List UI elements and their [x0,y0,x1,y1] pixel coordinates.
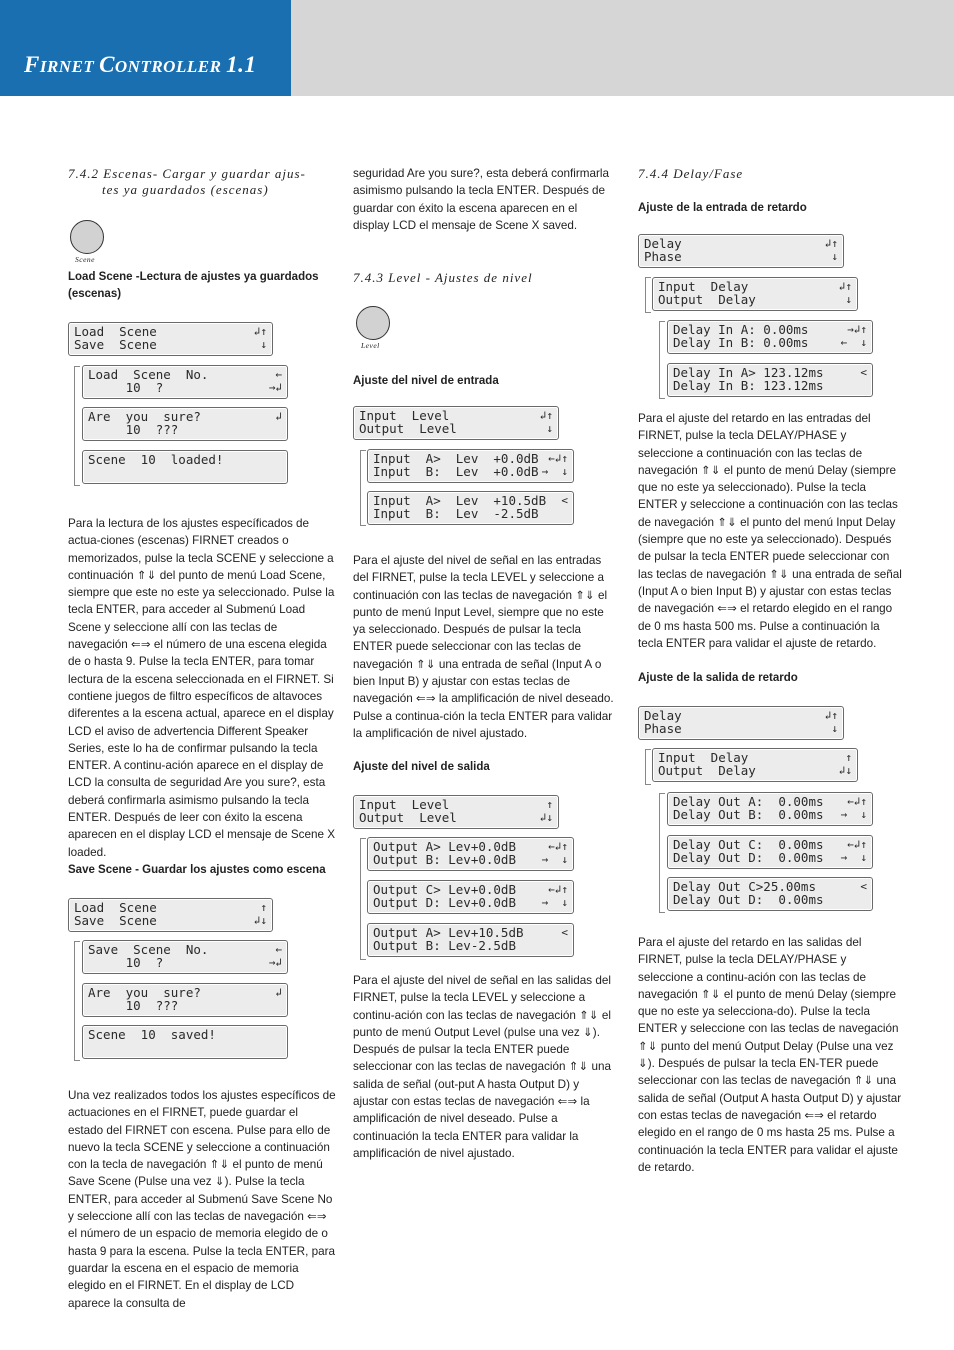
lcd-output-level-adjust [367,923,574,957]
lcd-output-level-cd [367,880,574,914]
lcd-nav-icon: → ↓ [541,465,568,478]
lcd-nav-icon: → ↓ [541,853,568,866]
lcd-row [88,956,282,969]
lcd-nav-icon: < [561,494,568,507]
input-level-paragraph: Para el ajuste del nivel de señal en las entradas del FIRNET, pulse la tecla LEVEL y seleccione a continuación con las teclas de navegación ⇑⇓ el punto de menú Input Level, siempre que no este ya seleccionado. Después de pulsar la tecla ENTER puede seleccionar con las teclas de navegación ⇑⇓ una entrada de señal (Input A o bien Input B) y ajustar con estas teclas de navegación ⇐⇒ la amplificación de nivel deseado. Pulse a continua-ción la tecla ENTER para validar la amplificación de nivel ajustado. [353,554,614,740]
lcd-bracket [74,366,80,486]
lcd-row [74,338,267,351]
lcd-nav-icon: ↓ [831,250,838,263]
lcd-nav-icon: ↲↓ [838,764,852,777]
lcd-text: Load Scene No. [88,367,209,382]
lcd-save-main [68,898,273,932]
lcd-text: Scene 10 loaded! [88,452,224,467]
lcd-text: Input B: Lev -2.5dB [373,506,539,521]
lcd-text: Output B: Lev+0.0dB [373,852,516,867]
lcd-nav-icon: ↓ [546,422,553,435]
lcd-text: Delay [644,236,682,251]
lcd-text: Delay In A> 123.12ms [673,365,824,380]
lcd-row [359,422,553,435]
lcd-row [88,381,282,394]
load-scene-paragraph: Para la lectura de los ajustes específicados de actua-ciones (escenas) FIRNET creados o memorizados, pulse la tecla SCENE y seleccione a continuación ⇑⇓ del punto de menú Load Scene, siempre que este no este ya seleccionado. Pulse la tecla ENTER, para acceder al Submenú Load Scene y seleccione allí con las teclas de navegación ⇐⇒ el número de una escena elegida de o hasta 9. Pulse la tecla ENTER, para tomar lectura de la escena seleccionada en el FIRNET. Si contiene juegos de filtro específicos de altavoces diferentes a la escena actual, aparece en el display LCD el aviso de advertencia Different Speaker Series, este lo ha de confirmar pulsando la tecla ENTER. A continu-ación aparece en el display de LCD la consulta de seguridad Are you sure?, esta deberá confirmarla asimismo pulsando la tecla ENTER. Después de leer con éxito la escena aparecen en el display LCD el mensaje de Scene X loaded. [68,517,336,859]
lcd-row [88,423,282,436]
save-scene-paragraph: Una vez realizados todos los ajustes específicos de actuaciones en el FIRNET, puede guardar el estado del FIRNET con escena. Pulse para ello de nuevo la tecla SCENE y seleccione a continuación con la tecla de navegación ⇑⇓ el punto de menú Save Scene (Pulse una vez ⇓). Pulse la tecla ENTER, para acceder al Submenú Save Scene No y seleccione allí con las teclas de navegación ⇐⇒ el número de un espacio de memoria elegido de o hasta 9 para la escena. Pulse la tecla ENTER, para guardar la escena en el espacio de memoria elegido en el FIRNET. En el display de LCD aparece la consulta de [68,1089,336,1310]
section-heading-level: 7.4.3 Level - Ajustes de nivel [353,270,533,285]
lcd-row [658,293,852,306]
lcd-row [88,999,282,1012]
lcd-load-confirm [82,407,288,441]
lcd-load-done [82,450,288,484]
lcd-row [658,764,852,777]
lcd-text: Input Delay [658,279,749,294]
lcd-text: Delay [644,708,682,723]
lcd-nav-icon: ↲ [275,986,282,999]
lcd-nav-icon: ← [275,943,282,956]
lcd-output-level-main [353,795,559,829]
lcd-nav-icon: ←↲↑ [548,840,568,853]
lcd-bracket [74,941,80,1061]
lcd-text: Output Level [359,810,457,825]
lcd-text: Are you sure? [88,985,201,1000]
lcd-nav-icon: → ↓ [541,896,568,909]
lcd-bracket [360,450,366,526]
lcd-nav-icon: ↲↓ [253,914,267,927]
level-knob-icon [356,306,390,340]
lcd-row [673,808,867,821]
page-title: FIRNET CONTROLLER 1.1 [24,52,257,77]
lcd-delay-out-ab [667,792,873,826]
lcd-nav-icon: →↲ [268,381,282,394]
header-gray-band [291,0,954,96]
lcd-output-level-ab [367,837,574,871]
lcd-delay-in-adjust [667,363,873,397]
load-scene-label: Load Scene -Lectura de ajustes ya guardados (escenas) [68,271,319,300]
lcd-text: Output D: Lev+0.0dB [373,895,516,910]
lcd-bracket [360,838,366,960]
lcd-nav-icon: ←↲↑ [548,452,568,465]
lcd-text: 10 ??? [88,998,179,1013]
scene-knob-label: Scene [75,255,95,264]
lcd-nav-icon: ↲↑ [824,709,838,722]
lcd-nav-icon: →↲↑ [847,323,867,336]
lcd-bracket [645,277,651,313]
lcd-text: Output C> Lev+0.0dB [373,882,516,897]
lcd-nav-icon: ↲↓ [539,811,553,824]
section-heading-scenes: 7.4.2 Escenas- Cargar y guardar ajus- tes ya guardados (escenas) [68,166,306,197]
lcd-row [373,853,568,866]
lcd-nav-icon: ←↲↑ [847,795,867,808]
level-knob-label: Level [361,341,380,350]
lcd-row [673,851,867,864]
lcd-nav-icon: < [860,366,867,379]
lcd-input-level-adjust [367,491,574,525]
lcd-row [673,379,867,392]
lcd-delay-main [638,234,844,268]
lcd-text: Delay Out A: 0.00ms [673,794,824,809]
lcd-text: Input B: Lev +0.0dB [373,464,539,479]
confirm-paragraph: seguridad Are you sure?, esta deberá confirmarla asimismo pulsando la tecla ENTER. Después de guardar con éxito la escena aparecen en el display LCD el mensaje de Scene X saved. [353,167,609,232]
lcd-nav-icon: ↑ [546,798,553,811]
lcd-nav-icon: ← ↓ [840,336,867,349]
lcd-nav-icon: ↲↑ [253,325,267,338]
lcd-load-number [82,365,288,399]
lcd-text: Input Delay [658,750,749,765]
lcd-text: Output A> Lev+10.5dB [373,925,524,940]
lcd-nav-icon: ↓ [260,338,267,351]
lcd-text: Output Delay [658,292,756,307]
input-delay-paragraph: Para el ajuste del retardo en las entradas del FIRNET, pulse la tecla DELAY/PHASE y seleccione a continuación con las teclas de navegación ⇑⇓ el punto de menú Delay (siempre que no este ya seleccionado). Pulse la tecla ENTER y seleccione a continuación con las teclas de navegación ⇑⇓ el punto del menú Input Delay (siempre que no este ya seleccionado). Después de pulsar la tecla ENTER puede seleccionar con las teclas de navegación ⇑⇓ una entrada de señal (Input A o bien Input B) y ajustar con estas teclas de navegación ⇐⇒ el retardo elegido en el rango de 0 ms hasta 500 ms. Pulse a continuación la tecla ENTER para validar el ajuste de retardo. [638,412,902,650]
lcd-text: Delay Out D: 0.00ms [673,850,824,865]
lcd-text: Input Level [359,408,450,423]
lcd-bracket [659,793,665,913]
lcd-nav-icon: ↲ [275,410,282,423]
lcd-text: Delay In B: 123.12ms [673,378,824,393]
lcd-text: Scene 10 saved! [88,1027,216,1042]
lcd-nav-icon: ↑ [845,751,852,764]
lcd-nav-icon: →↲ [268,956,282,969]
output-level-paragraph: Para el ajuste del nivel de señal en las salidas del FIRNET, pulse la tecla LEVEL y seleccione a continu-ación con las teclas de navegación ⇑⇓ el punto de menú Output Level (pulse una vez ⇓). Después de pulsar la tecla ENTER puede seleccionar con las teclas de navegación ⇑⇓ una salida de señal (out-put A hasta Output D) y ajustar con estas teclas de navegación ⇐⇒ la amplificación de nivel deseado. Pulse a continuación la tecla ENTER para validar la amplificación de nivel ajustado. [353,974,612,1160]
lcd-input-delay [652,277,858,311]
lcd-nav-icon: ←↲↑ [548,883,568,896]
input-delay-label: Ajuste de la entrada de retardo [638,202,807,214]
lcd-text: Are you sure? [88,409,201,424]
lcd-row [373,507,568,520]
lcd-text: Delay Out C>25.00ms [673,879,816,894]
lcd-save-number [82,940,288,974]
lcd-row [373,896,568,909]
lcd-text: 10 ? [88,955,164,970]
lcd-nav-icon: ←↲↑ [847,838,867,851]
lcd-text: Output Delay [658,763,756,778]
lcd-text: Save Scene [74,337,157,352]
lcd-delay-out-adjust [667,877,873,911]
lcd-row [673,893,867,906]
lcd-nav-icon: ↲↑ [824,237,838,250]
lcd-text: Output B: Lev-2.5dB [373,938,516,953]
lcd-text: Delay Out C: 0.00ms [673,837,824,852]
lcd-row [74,914,267,927]
lcd-delay-in-ab [667,320,873,354]
lcd-text: Output Level [359,421,457,436]
lcd-input-level-ab [367,449,574,483]
lcd-text: Delay In A: 0.00ms [673,322,809,337]
lcd-text: Load Scene [74,324,157,339]
scene-knob-icon [70,220,104,254]
output-delay-label: Ajuste de la salida de retardo [638,672,798,684]
lcd-nav-icon: ↑ [260,901,267,914]
lcd-nav-icon: ↲↑ [838,280,852,293]
lcd-nav-icon: ↲↑ [539,409,553,422]
lcd-text: Phase [644,721,682,736]
save-scene-label: Save Scene - Guardar los ajustes como escena [68,864,326,876]
lcd-save-done [82,1025,288,1059]
header-band [0,0,291,96]
lcd-row [373,465,568,478]
lcd-text: Input A> Lev +10.5dB [373,493,547,508]
lcd-input-level-main [353,406,559,440]
output-level-label: Ajuste del nivel de salida [353,761,490,773]
lcd-row [673,336,867,349]
lcd-row [644,250,838,263]
lcd-row [644,722,838,735]
lcd-bracket [659,321,665,399]
lcd-nav-icon: → ↓ [840,808,867,821]
lcd-text: 10 ??? [88,422,179,437]
output-delay-paragraph: Para el ajuste del retardo en las salidas del FIRNET, pulse la tecla DELAY/PHASE y seleccione a continu-ación con las teclas de navegación ⇑⇓ el punto de menú Delay (siempre que no este ya selecciona-do). Pulse la tecla ENTER y seleccione con las teclas de navegación ⇑⇓ punto del menú Output Delay (Pulse una vez ⇓). Después de pulsar la tecla EN-TER puede seleccionar con las teclas de navegación ⇑⇓ una salida de señal (Output A hasta Output D) y ajustar con estas teclas de navegación ⇐⇒ el retardo elegido en el rango de 0 ms hasta 25 ms. Pulse a continuación la tecla ENTER para validar el ajuste de retardo. [638,936,902,1174]
lcd-nav-icon: < [561,926,568,939]
lcd-nav-icon: → ↓ [840,851,867,864]
lcd-text: Save Scene [74,913,157,928]
lcd-bracket [645,749,651,785]
lcd-row [373,939,568,952]
input-level-label: Ajuste del nivel de entrada [353,375,499,387]
lcd-load-main [68,322,273,356]
lcd-text: Delay Out D: 0.00ms [673,892,824,907]
lcd-text: Input Level [359,797,450,812]
lcd-text: Delay In B: 0.00ms [673,335,809,350]
lcd-text: Input A> Lev +0.0dB [373,451,539,466]
lcd-output-delay [652,748,858,782]
lcd-save-confirm [82,983,288,1017]
section-heading-delay: 7.4.4 Delay/Fase [638,166,744,181]
lcd-text: Delay Out B: 0.00ms [673,807,824,822]
lcd-text: 10 ? [88,380,164,395]
lcd-nav-icon: ↓ [845,293,852,306]
lcd-text: Load Scene [74,900,157,915]
lcd-text: Output A> Lev+0.0dB [373,839,516,854]
lcd-text: Save Scene No. [88,942,209,957]
lcd-delay-out-cd [667,835,873,869]
lcd-text: Phase [644,249,682,264]
lcd-delay-main-2 [638,706,844,740]
lcd-nav-icon: ← [275,368,282,381]
lcd-row [88,1028,282,1041]
lcd-nav-icon: < [860,880,867,893]
lcd-row [88,453,282,466]
lcd-row [359,811,553,824]
lcd-nav-icon: ↓ [831,722,838,735]
